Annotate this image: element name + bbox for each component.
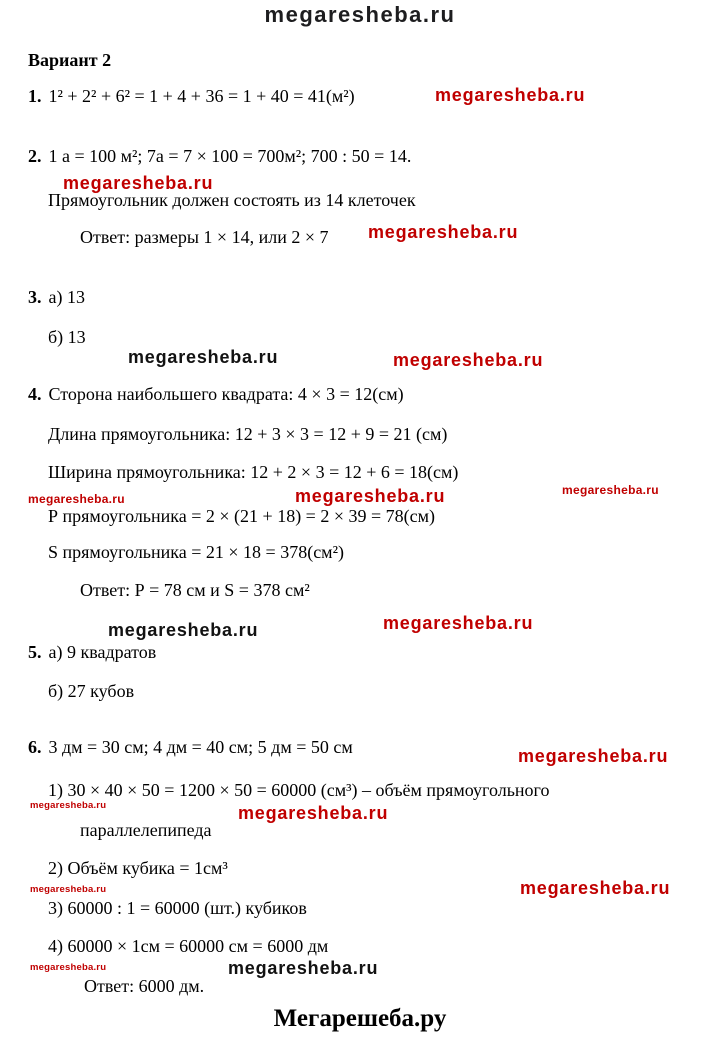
problem-4-line-4: Р прямоугольника = 2 × (21 + 18) = 2 × 39 = 78(см): [48, 506, 436, 526]
problem-3-line-1: [28, 287, 85, 308]
problem-5-text-b: б) 27 кубов: [48, 681, 135, 701]
watermark: megaresheba.ru: [368, 222, 519, 242]
problem-2-number: 2.: [28, 146, 42, 166]
problem-2-text: 1 а = 100 м²; 7а = 7 × 100 = 700м²; 700 : 50 = 14.: [48, 146, 412, 166]
watermark: megaresheba.ru: [383, 613, 534, 633]
problem-6-text: 3 дм = 30 см; 4 дм = 40 см; 5 дм = 50 см: [48, 737, 353, 757]
watermark: megaresheba.ru: [393, 350, 544, 370]
watermark: megaresheba.ru: [238, 803, 389, 823]
site-header-watermark: megaresheba.ru: [264, 2, 456, 27]
problem-6-line-2: 1) 30 × 40 × 50 = 1200 × 50 = 60000 (см³) – объём прямоугольного: [48, 780, 550, 800]
problem-5-text-a: а) 9 квадратов: [48, 642, 157, 662]
watermark: megaresheba.ru: [63, 173, 214, 193]
problem-4-line-2: Длина прямоугольника: 12 + 3 × 3 = 12 + 9 = 21 (см): [48, 424, 448, 444]
problem-3-number: 3.: [28, 287, 42, 307]
problem-4-text: Сторона наибольшего квадрата: 4 × 3 = 12(см): [48, 384, 404, 404]
problem-6-line-5: 3) 60000 : 1 = 60000 (шт.) кубиков: [48, 898, 307, 918]
watermark: megaresheba.ru: [30, 962, 107, 973]
problem-1-number: 1.: [28, 86, 42, 106]
problem-6-line-4: 2) Объём кубика = 1см³: [48, 858, 228, 878]
watermark: megaresheba.ru: [435, 85, 586, 105]
problem-6-answer: Ответ: 6000 дм.: [84, 976, 205, 996]
watermark: megaresheba.ru: [30, 884, 107, 895]
problem-6-line-6: 4) 60000 × 1см = 60000 см = 6000 дм: [48, 936, 329, 956]
watermark: megaresheba.ru: [108, 620, 259, 640]
problem-5-number: 5.: [28, 642, 42, 662]
watermark: megaresheba.ru: [228, 958, 379, 978]
problem-1-line-1: [28, 86, 355, 107]
problem-4-line-5: S прямоугольника = 21 × 18 = 378(см²): [48, 542, 344, 562]
watermark: megaresheba.ru: [520, 878, 671, 898]
problem-4-answer: Ответ: Р = 78 см и S = 378 см²: [80, 580, 310, 600]
problem-6-number: 6.: [28, 737, 42, 757]
watermark: megaresheba.ru: [128, 347, 279, 367]
footer-site-title: Мегарешеба.ру: [273, 1005, 447, 1032]
problem-4-line-3: Ширина прямоугольника: 12 + 2 × 3 = 12 + 6 = 18(см): [48, 462, 459, 482]
problem-2-line-2: Прямоугольник должен состоять из 14 клеточек: [48, 190, 416, 210]
watermark: megaresheba.ru: [562, 483, 659, 497]
problem-6-line-1: [28, 737, 353, 758]
watermark: megaresheba.ru: [28, 492, 125, 506]
variant-title: Вариант 2: [28, 50, 112, 70]
watermark: megaresheba.ru: [30, 800, 107, 811]
problem-3-text-a: а) 13: [48, 287, 85, 307]
watermark: megaresheba.ru: [295, 486, 446, 506]
problem-5-line-1: [28, 642, 156, 663]
problem-4-line-1: [28, 384, 404, 405]
problem-1-text: 1² + 2² + 6² = 1 + 4 + 36 = 1 + 40 = 41(м²): [48, 86, 355, 106]
problem-2-answer: Ответ: размеры 1 × 14, или 2 × 7: [80, 227, 329, 247]
problem-2-line-1: [28, 146, 411, 167]
problem-3-text-b: б) 13: [48, 327, 86, 347]
watermark: megaresheba.ru: [518, 746, 669, 766]
problem-6-line-3: параллелепипеда: [80, 820, 212, 840]
problem-4-number: 4.: [28, 384, 42, 404]
